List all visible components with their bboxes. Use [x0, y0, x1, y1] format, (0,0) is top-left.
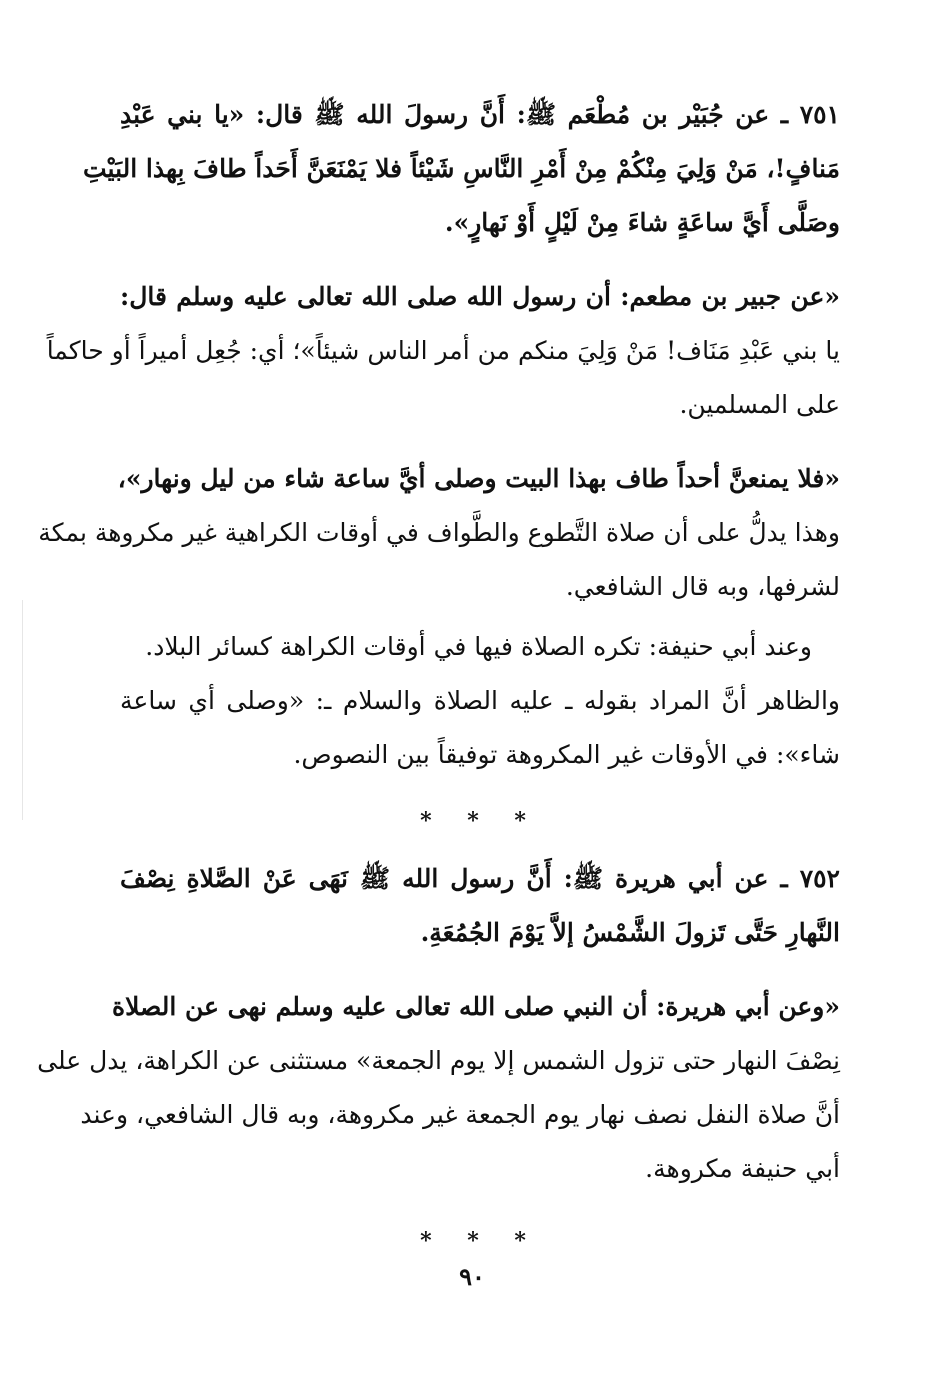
- section-separator: * * *: [420, 1228, 540, 1254]
- section-separator: * * *: [420, 808, 540, 834]
- commentary-752-line-1: «وعن أبي هريرة: أن النبي صلى الله تعالى عليه وسلم نهى عن الصلاة: [112, 992, 840, 1021]
- commentary-751-d-line-1: والظاهر أنَّ المراد بقوله ـ عليه الصلاة والسلام ـ: «وصلى أي ساعة: [120, 686, 840, 715]
- commentary-751-b-line-3: لشرفها، وبه قال الشافعي.: [565, 572, 840, 601]
- paragraph-gap: [120, 250, 840, 270]
- hadith-752-line-2: النَّهارِ حَتَّى تَزولَ الشَّمْسُ إلاَّ يَوْمَ الجُمُعَةِ.: [420, 918, 840, 947]
- commentary-751-a: [46, 270, 840, 432]
- hadith-751-line-2: مَنافٍ!، مَنْ وَلِيَ مِنْكُمْ مِنْ أَمْرِ النَّاسِ شَيْئاً فلا يَمْنَعَنَّ أَحَداً طافَ بِهذا البَيْتِ: [83, 154, 840, 183]
- commentary-751-b-line-2: وهذا يدلُّ على أن صلاة التَّطوع والطَّواف في أوقات الكراهية غير مكروهة بمكة: [38, 518, 840, 547]
- commentary-751-a-line-3: على المسلمين.: [679, 390, 840, 419]
- commentary-751-d: [120, 674, 840, 782]
- commentary-751-c: [120, 620, 840, 674]
- hadith-751-line-1: ٧٥١ ـ عن جُبَيْر بن مُطْعَم ﷺ: أَنَّ رسولَ الله ﷺ قال: «يا بني عَبْدِ: [120, 100, 840, 129]
- paragraph-gap: [120, 432, 840, 452]
- page-body: [37, 88, 840, 1266]
- page-number: ٩٠: [459, 1262, 485, 1291]
- commentary-751-b: [38, 452, 840, 614]
- commentary-751-a-line-2: يا بني عَبْدِ مَنَاف! مَنْ وَلِيَ منكم من أمر الناس شيئاً»؛ أي: جُعِل أميراً أو حاكماً: [46, 336, 840, 365]
- paragraph-gap: [120, 960, 840, 980]
- commentary-752-line-2: نِصْفَ النهار حتى تزول الشمس إلا يوم الجمعة» مستثنى عن الكراهة، يدل على: [37, 1046, 840, 1075]
- hadith-752-line-1: ٧٥٢ ـ عن أبي هريرة ﷺ: أَنَّ رسول الله ﷺ نَهَى عَنْ الصَّلاةِ نِصْفَ: [120, 864, 840, 893]
- commentary-752-line-3: أنَّ صلاة النفل نصف نهار يوم الجمعة غير مكروهة، وبه قال الشافعي، وعند: [80, 1100, 840, 1129]
- commentary-751-c-line-1: وعند أبي حنيفة: تكره الصلاة فيها في أوقات الكراهة كسائر البلاد.: [145, 632, 812, 661]
- commentary-751-b-line-1: «فلا يمنعنَّ أحداً طاف بهذا البيت وصلى أيَّ ساعة شاء من ليل ونهار»،: [117, 464, 840, 493]
- commentary-752-line-4: أبي حنيفة مكروهة.: [645, 1154, 840, 1183]
- commentary-751-d-line-2: شاء»: في الأوقات غير المكروهة توفيقاً بين النصوص.: [293, 740, 840, 769]
- hadith-752: [120, 852, 840, 960]
- commentary-752: [37, 980, 840, 1196]
- scan-edge-mark: [22, 600, 23, 820]
- commentary-751-a-line-1: «عن جبير بن مطعم: أن رسول الله صلى الله تعالى عليه وسلم قال:: [120, 282, 840, 311]
- hadith-751-line-3: وصَلَّى أَيَّ ساعَةٍ شاءَ مِنْ لَيْلٍ أَوْ نَهارٍ».: [444, 208, 840, 237]
- hadith-751: [83, 88, 840, 250]
